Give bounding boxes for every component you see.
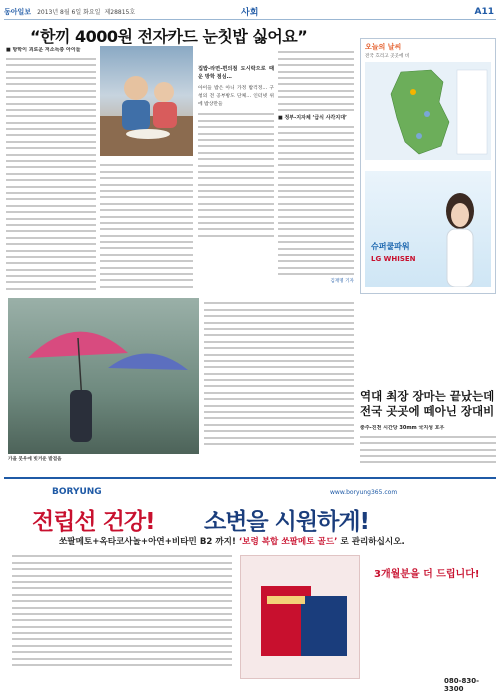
newspaper-logo: 동아일보 <box>4 7 32 16</box>
second-story-body <box>360 425 496 473</box>
article-column-3 <box>198 47 274 297</box>
body-text <box>6 58 96 290</box>
rain-photo-caption <box>8 457 354 463</box>
product-image <box>240 555 360 679</box>
ad-subline-product: ‘보령 복합 쏘팔메토 골드’ <box>238 537 338 547</box>
photo-caption-body: 아이들 밥은 아니 가정 밥걱정… 구청의 전 공부방도 단체… 인터넷 위에 밥상만들 <box>198 86 274 107</box>
body-text <box>360 436 496 464</box>
section-name: 사회 <box>241 8 259 18</box>
second-story <box>360 389 496 419</box>
caption-title: 가을 뭇우에 빗거운 발걸음 <box>8 457 62 462</box>
second-story-left <box>204 298 354 454</box>
advertisement <box>4 477 496 691</box>
weather-title: 오늘의 날씨 <box>365 43 402 51</box>
article-column-4 <box>278 47 354 297</box>
main-story-photo <box>100 46 193 156</box>
child-eating-photo <box>100 46 193 156</box>
article-column-1 <box>6 47 96 297</box>
main-headline: “한끼 4000원 전자카드 눈칫밥 싫어요” <box>30 27 308 46</box>
photo-caption-title: 집밥-라면-편의점 도시락으로 때운 방학 점심… <box>198 66 274 80</box>
weather-map <box>361 62 495 162</box>
article-subhead: ■ 정부-지자체 ‘급식 사각지대’ <box>278 115 347 122</box>
second-subhead: 충주-진천 시간당 30mm 국지성 호우 <box>360 425 445 431</box>
product-box-photo <box>241 556 361 680</box>
ad-sale: 3개월분을 더 드립니다! <box>374 569 480 580</box>
ad-headline-blue: 소변을 시원하게! <box>204 509 370 535</box>
weather-subtitle: 전국 흐리고 곳곳에 비 <box>365 54 410 59</box>
second-headline: 역대 최장 장마는 끝났는데 전국 곳곳에 떼아닌 장대비 <box>360 389 495 418</box>
ad-subline <box>59 535 405 547</box>
body-text <box>278 126 354 275</box>
ad-body-text <box>12 551 232 681</box>
body-text <box>204 302 354 445</box>
ad-headline-red: 전립선 건강! <box>32 509 155 535</box>
page-header <box>4 4 496 20</box>
ad-product-name: 슈퍼쿨파워 <box>371 242 410 251</box>
body-text <box>100 164 193 287</box>
ad-company: BORYUNG <box>52 487 102 497</box>
ad-subline-post: 로 관리하십시오. <box>340 537 405 547</box>
ad-subline-pre: 쏘팔메토+옥타코사놀+아연+비타민 B2 까지! <box>59 537 236 547</box>
ad-url: www.boryung365.com <box>330 489 398 496</box>
issue-date: 2013년 8월 6일 화요일 <box>37 9 101 16</box>
body-text <box>12 555 232 666</box>
body-text <box>198 113 274 236</box>
ad-model-photo <box>365 171 491 287</box>
rain-photo <box>8 298 199 454</box>
byline: 김재명 기자 <box>330 279 354 285</box>
air-conditioner-ad <box>365 171 491 287</box>
ad-brand-name: LG WHISEN <box>371 255 416 263</box>
ad-phone: 080-830-3300 <box>444 677 480 691</box>
photo-caption-block <box>100 160 193 297</box>
body-text <box>278 51 354 111</box>
weather-box <box>360 38 496 294</box>
umbrella-photo <box>8 298 199 454</box>
page-number: A11 <box>474 6 494 17</box>
article-subhead: ■ 방학이 괴로운 저소득층 아이들 <box>6 47 81 53</box>
issue-number: 제28815호 <box>104 9 136 16</box>
